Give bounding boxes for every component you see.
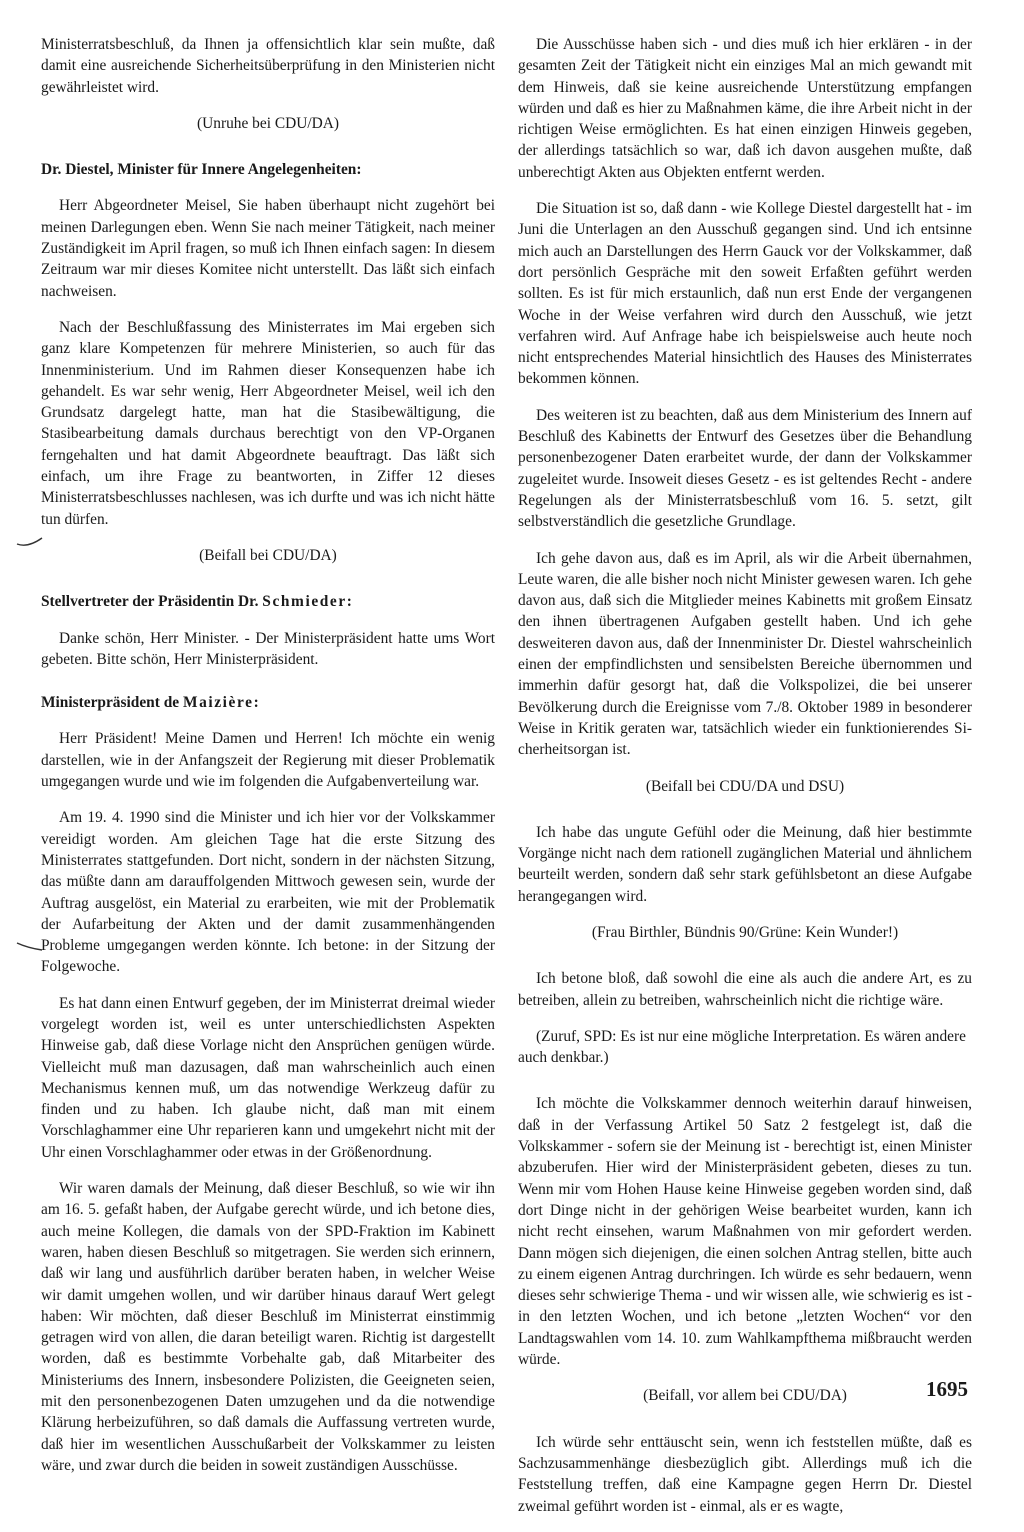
paragraph: Herr Abgeordneter Meisel, Sie haben überhaupt nicht zugehört bei meinen Darlegungen eben. Wenn Sie nach meiner Tätigkeit, nach meiner Zuständigkeit im April fragen, so muß ich Ihnen einfach sagen: In diesem Zeitraum war mir dieses Komitee nicht unterstellt. Das läßt sich einfach nachweisen. <box>41 197 495 300</box>
paragraph: Herr Präsident! Meine Damen und Herren! Ich möchte ein wenig darstellen, wie in der Anfangszeit der Regierung mit dieser Problematik umgegangen wurde und wie im folgenden die Aufgabenverteilung war. <box>41 730 495 791</box>
stage-direction: (Zuruf, SPD: Es ist nur eine mögliche Interpretation. Es wären andere auch denkbar.) <box>518 1027 966 1067</box>
speaker-heading <box>41 692 495 713</box>
paragraph: Die Situation ist so, daß dann - wie Kollege Diestel dargestellt hat - im Juni die Unterlagen an den Ausschuß gegangen sind. Und ich entsinne mich auch an Darstellungen des Herrn Gauck vor der Volkskammer, daß dort persönlich Gespräche mit den soweit Erfaßten geführt werden sollten. Es ist für mich erstaunlich, daß nun erst Ende der vergangenen Woche in der Weise verfahren wird durch den Ausschuß, wie jetzt verfahren wird. Auf Anfrage habe ich beispielsweise auch heute noch nicht entsprechendes Material hinsichtlich des Hauses des Ministerrates bekommen können. <box>518 200 972 388</box>
speaker-role: Stellvertreter der Präsidentin Dr. <box>41 593 259 611</box>
speaker-heading: Dr. Diestel, Minister für Innere Angelegenheiten: <box>41 161 362 179</box>
paragraph: Es hat dann einen Entwurf gegeben, der im Ministerrat dreimal wieder vorgelegt worden ist, weil es unter unterschiedlichsten Aspekten Hinweise gab, daß diese Vorlage nicht den Ansprüchen genügen würde. Vielleicht muß man dazusagen, daß man wahrscheinlich auch einen Mechanismus kennen muß, um das notwendige Werkzeug dafür zu finden und zu haben. Ich glaube nicht, daß man mit einem Vorschlaghammer eine Uhr reparieren kann und umgekehrt nicht mit der Uhr einen Vorschlaghammer oder etwas in der Größenordnung. <box>41 994 495 1161</box>
speaker-colon: : <box>346 593 352 611</box>
stage-direction: (Beifall bei CDU/DA und DSU) <box>645 777 845 795</box>
paragraph: Ich betone bloß, daß sowohl die eine als auch die andere Art, es zu betreiben, allein zu betreiben, wahrscheinlich nicht die richtige wäre. <box>518 970 972 1009</box>
page-number: 1695 <box>926 1377 968 1401</box>
paragraph: Am 19. 4. 1990 sind die Minister und ich hier vor der Volkskammer vereidigt worden. Am gleichen Tage hat die erste Sitzung des Ministerrates stattgefunden. Dort nicht, sondern in der nächsten Sitzung, das müßte dann am darauffolgenden Mittwoch gewesen sein, wurde der Auftrag ausgelöst, ein Material zu erarbeiten, wie mit der Problematik der Aufarbeitung der Akten und der damit zusammenhängenden Probleme umgegangen werden könnte. Ich betone: in der Sitzung der Folgewoche. <box>41 809 495 976</box>
paragraph: Wir waren damals der Meinung, daß dieser Beschluß, so wie wir ihn am 16. 5. gefaßt haben, der Aufgabe gerecht würde, und ich betone dies, auch meine Kollegen, die damals von der SPD-Fraktion im Kabinett waren, haben diesen Beschluß so mitgetragen. Sie werden sich erinnern, daß wir lang und ausführlich darüber beraten haben, in welcher Weise wir damit umgehen wollen, und wir darüber hinaus darauf Wert gelegt haben: Wir möchten, daß dieser Beschluß im Ministerrat einstimmig getragen wird von allen, die daran beteiligt waren. Richtig ist dargestellt worden, daß es bestimmte Vorbehalte gab, daß Mitarbeiter des Ministeriums des Innern, insbesondere Polizisten, die Geeigneten seien, mit den personenbezogenen Daten umzugehen und da die notwendige Klärung herbeizuführen, so daß damals die Auffassung vertreten wurde, daß hier im wesentlichen Ausschußarbeit der Volkskammer zu leisten wäre, und zwar durch die beiden in soweit zuständigen Ausschüsse. <box>41 1180 495 1474</box>
speaker-name: Schmieder <box>262 593 347 611</box>
paragraph: Nach der Beschlußfassung des Ministerrates im Mai ergeben sich ganz klare Kompetenzen für mehrere Ministerien, so auch für das Innenministerium. Und im Rahmen dieser Konsequenzen habe ich gehandelt. Es war sehr wenig, Herr Abgeordneter Meisel, weil ich den Grundsatz dargelegt hatte, man hat die Stasibewältigung, die Stasibearbeitung damals durchaus berechtigt von den VP-Organen ferngehalten und hat damit Abgeordnete beauftragt. Das läßt sich einfach, um ihre Frage zu beantworten, in Ziffer 12 dieses Ministerratsbeschlusses nachlesen, was ich durfte und was ich nicht hätte tun dürfen. <box>41 318 495 528</box>
paragraph: Ich habe das ungute Gefühl oder die Meinung, daß hier bestimmte Vorgänge nicht nach dem rationell zugänglichen Material und ähnlichem beurteilt werden, sondern daß sehr stark gefühlsbetont an diese Aufgabe herangegangen wird. <box>518 823 972 905</box>
paragraph: Ministerratsbeschluß, da Ihnen ja offensichtlich klar sein mußte, daß damit eine ausreichende Sicherheitsüberprüfung in den Ministerien nicht gewährleistet wird. <box>41 36 495 96</box>
margin-mark <box>16 532 44 548</box>
left-column <box>41 34 495 1491</box>
paragraph: Ich möchte die Volkskammer dennoch weiterhin darauf hinweisen, daß in der Verfassung Artikel 50 Satz 2 festgelegt ist, daß die Volkskammer - sofern sie der Meinung ist - berechtigt ist, einen Minister abzuberufen. Hier wird der Ministerpräsident gebeten, dieses zu tun. Wenn mir vom Hohen Hause keine Hinweise gegeben worden sind, daß dort Dinge nicht in der gehörigen Weise bearbeitet wurden, kann ich nicht recht einsehen, warum Maßnahmen von mir gefordert werden. Dann mögen sich diejenigen, die einen solchen Antrag stellen, bitte auch zu einem eigenen Antrag durchringen. Ich würde es sehr bedauern, wenn dieses sehr schwierige Thema - und wir wissen alle, wie schwierig es ist - in den letzten Wochen, und ich betone „letzten Wochen“ vor den Landtagswahlen vom 14. 10. zum Wahlkampfthema mißbraucht werden würde. <box>518 1095 972 1369</box>
speaker-heading <box>41 591 495 612</box>
stage-direction: (Frau Birthler, Bündnis 90/Grüne: Kein Wunder!) <box>591 923 899 941</box>
speaker-colon: : <box>253 694 259 712</box>
margin-mark <box>16 938 44 954</box>
paragraph: Des weiteren ist zu beachten, daß aus dem Ministerium des Innern auf Beschluß des Kabinetts der Entwurf des Gesetzes über die Behandlung personenbezogener Daten erarbeitet wurde, der dann der Volkskammer zugeleitet wurde. Insoweit dieses Gesetz - es ist geltendes Recht - andere Regelungen als der Ministerratsbeschluß vom 16. 5. setzt, gilt selbstverständlich die gesetzliche Grundlage. <box>518 406 972 531</box>
stage-direction: (Beifall bei CDU/DA) <box>199 546 337 564</box>
stage-direction: (Unruhe bei CDU/DA) <box>197 114 339 132</box>
paragraph: Danke schön, Herr Minister. - Der Ministerpräsident hatte ums Wort gebeten. Bitte schön, Herr Ministerpräsident. <box>41 629 495 668</box>
paragraph: Die Ausschüsse haben sich - und dies muß ich hier erklären - in der gesamten Zeit der Tätigkeit nicht ein einziges Mal an mich gewandt mit dem Hinweis, daß sie keine ausreichende Unterstützung empfangen würden und daß es hier zu Maßnahmen käme, die ihre Arbeit nicht in der richtigen Weise ermöglichten. Es hat einen einzigen Hinweis gegeben, der allerdings tatsächlich so war, daß ich davon ausgehen mußte, daß unberechtigt Akten aus Objekten entfernt werden. <box>518 36 972 181</box>
stage-direction: (Beifall, vor allem bei CDU/DA) <box>643 1387 847 1405</box>
paragraph: Ich würde sehr enttäuscht sein, wenn ich feststellen müßte, daß es Sachzusammenhänge diesbezüglich gibt. Allerdings muß ich die Feststellung treffen, daß eine Kampagne gegen Herrn Dr. Diestel zweimal geführt worden ist - einmal, als er es wagte, <box>518 1433 972 1515</box>
right-column <box>518 34 972 1532</box>
paragraph: Ich gehe davon aus, daß es im April, als wir die Arbeit übernahmen, Leute waren, die alle bisher noch nicht Minister gewesen waren. Ich gehe davon aus, daß sich die Mitglieder meines Kabinetts mit großem Einsatz den ihnen übertragenen Aufgaben gestellt haben. Und ich gehe desweiteren davon aus, daß der Innenminister Dr. Diestel wahrscheinlich einen der empfindlichsten und sensibelsten Bereiche übernommen und immerhin dafür gesorgt hat, daß die Volkspolizei, die bei unserer Bevölkerung durch die Ereignisse vom 7./8. Oktober 1989 in besonderer Weise in Kritik geraten war, tatsächlich wieder ein funktionierendes Sicherheitsorgan ist. <box>518 549 972 759</box>
speaker-name: Maizière <box>182 694 254 712</box>
speaker-role: Ministerpräsident de <box>41 694 180 712</box>
